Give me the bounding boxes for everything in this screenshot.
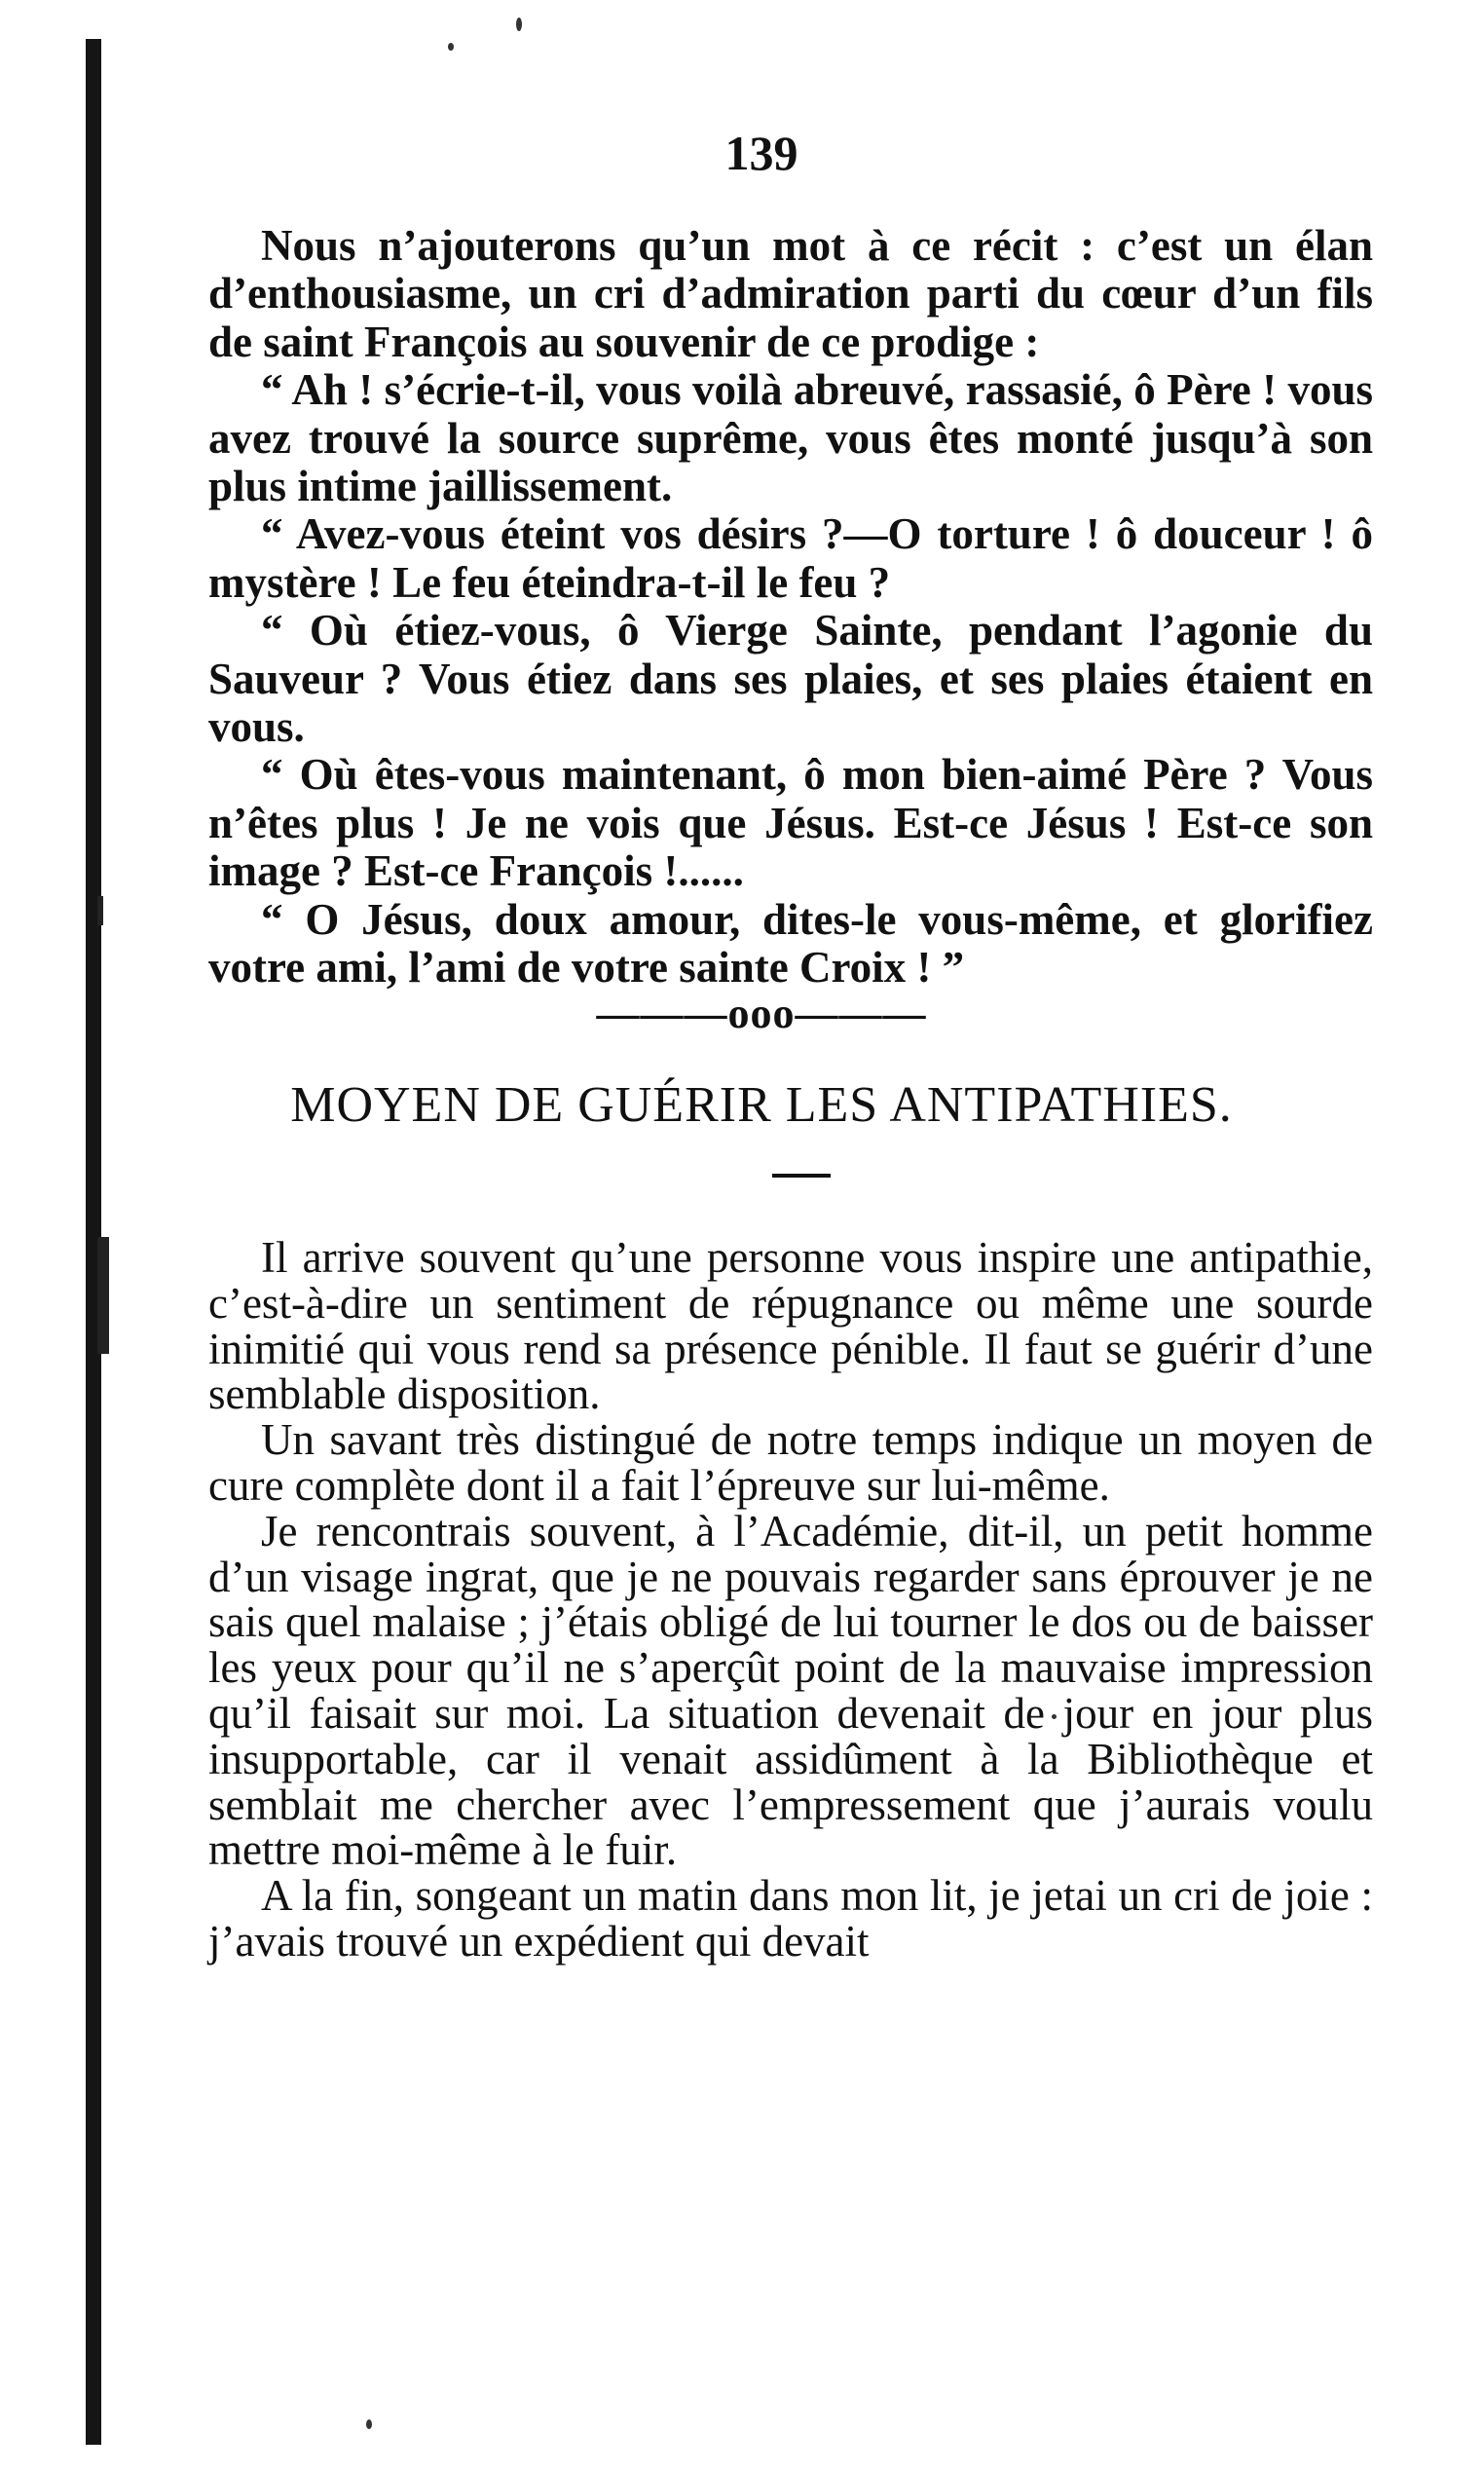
paragraph: Je rencontrais souvent, à l’Académie, dit-il, un petit homme d’un visage ingrat, que je ne pouvais regarder sans éprouver je ne sais quel malaise ; j’étais obligé de lui tourner le dos ou de baisser les yeux pour qu’il ne s’aperçût point de la mauvaise impression qu’il faisait sur moi. La situation devenait de jour en jour plus insupportable, car il venait assidûment à la Bibliothèque et semblait me chercher avec l’empressement que j’aurais voulu mettre moi-même à le fuir. bbox=[208, 1506, 1373, 1875]
lower-text-block bbox=[208, 1235, 1373, 1965]
title-rule bbox=[772, 1174, 831, 1178]
upper-text-block bbox=[208, 222, 1373, 993]
paragraph: “ Avez-vous éteint vos désirs ?—O torture ! ô douceur ! ô mystère ! Le feu éteindra-t-il le feu ? bbox=[208, 509, 1373, 607]
paragraph: “ Où êtes-vous maintenant, ô mon bien-aimé Père ? Vous n’êtes plus ! Je ne vois que Jésus. Est-ce Jésus ! Est-ce son image ? Est-ce François !...... bbox=[208, 750, 1373, 896]
paragraph: Il arrive souvent qu’une personne vous inspire une antipathie, c’est-à-dire un sentiment de répugnance ou même une sourde inimitié qui vous rend sa présence pénible. Il faut se guérir d’une semblable disposition. bbox=[208, 1233, 1373, 1419]
paragraph: Un savant très distingué de notre temps indique un moyen de cure complète dont il a fait l’épreuve sur lui-même. bbox=[208, 1415, 1373, 1510]
paragraph: A la fin, songeant un matin dans mon lit, je jetai un cri de joie : j’avais trouvé un expédient qui devait bbox=[208, 1871, 1373, 1966]
paragraph: “ Ah ! s’écrie-t-il, vous voilà abreuvé, rassasié, ô Père ! vous avez trouvé la source suprême, vous êtes monté jusqu’à son plus intime jaillissement. bbox=[208, 365, 1373, 511]
page-number: 139 bbox=[724, 126, 798, 180]
binding-speck bbox=[97, 896, 103, 925]
paragraph: Nous n’ajouterons qu’un mot à ce récit : c’est un élan d’enthousiasme, un cri d’admiration parti du cœur d’un fils de saint François au souvenir de ce prodige : bbox=[208, 221, 1373, 366]
paragraph: “ Où étiez-vous, ô Vierge Sainte, pendant l’agonie du Sauveur ? Vous étiez dans ses plaies, et ses plaies étaient en vous. bbox=[208, 606, 1373, 752]
paper-speck bbox=[448, 43, 454, 51]
paper-speck bbox=[366, 2419, 372, 2429]
paragraph: “ O Jésus, doux amour, dites-le vous-même, et glorifiez votre ami, l’ami de votre sainte Croix ! ” bbox=[208, 894, 1373, 993]
section-title: MOYEN DE GUÉRIR LES ANTIPATHIES. bbox=[290, 1077, 1233, 1133]
binding-speck bbox=[97, 1237, 109, 1354]
paper-speck bbox=[516, 18, 522, 31]
section-divider: ———ooo——— bbox=[596, 990, 927, 1037]
